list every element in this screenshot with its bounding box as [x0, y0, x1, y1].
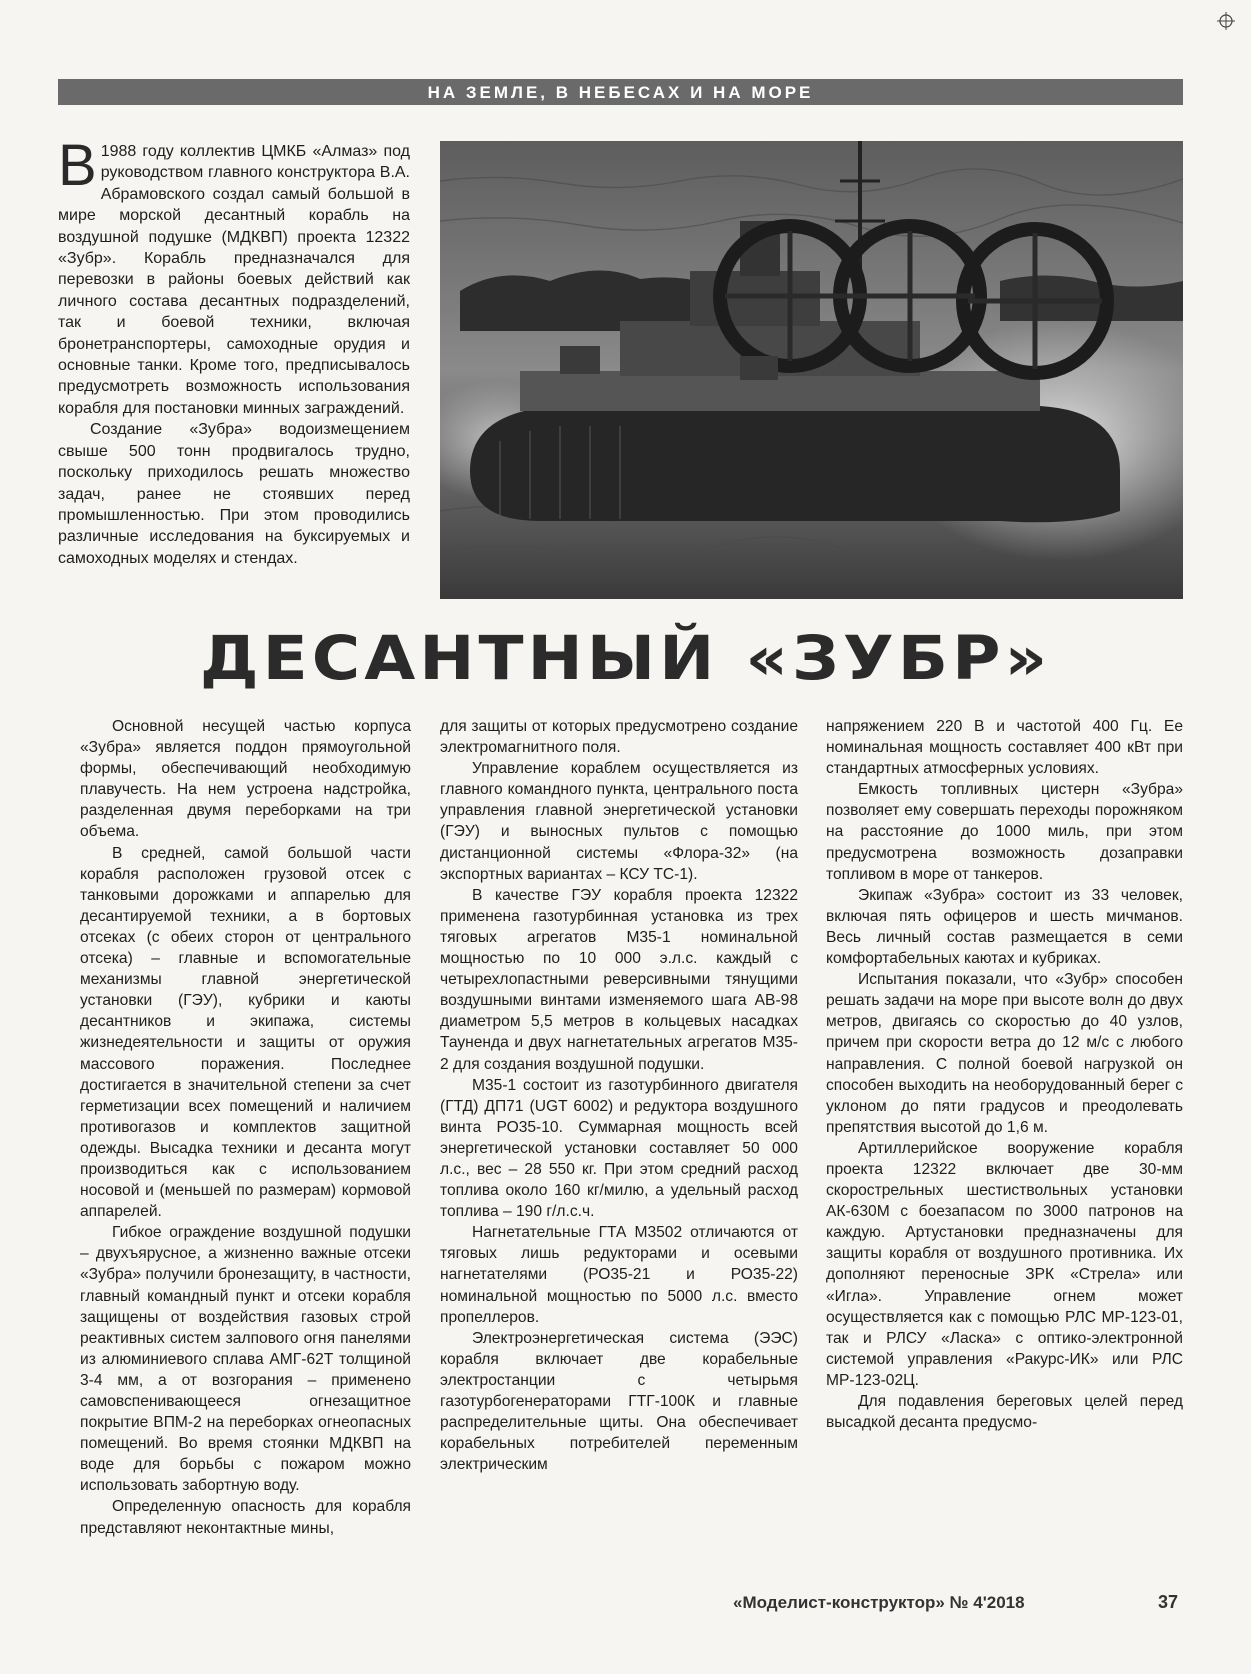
- text-column-1: [80, 716, 411, 1539]
- col2-continuation: для защиты от которых предусмотрено создание электромагнитного поля.: [440, 718, 798, 757]
- text-column-3: [826, 716, 1183, 1433]
- col1-paragraph-4: Определенную опасность для корабля представляют неконтактные мины,: [80, 1498, 411, 1537]
- col3-paragraph-5: Для подавления береговых целей перед высадкой десанта предусмо-: [826, 1393, 1183, 1432]
- col1-paragraph-3: Гибкое ограждение воздушной подушки – двухъярусное, а жизненно важные отсеки «Зубра» получили бронезащиту, в частности, главный командный пункт и отсеки корабля защищены от воздействия газовых строй реактивных систем залпового огня панелями из алюминиевого сплава АМГ-62Т толщиной 3-4 мм, а от возгорания – применено самовспенивающееся огнезащитное покрытие ВПМ-2 на переборках огнеопасных помещений. Во время стоянки МДКВП на воде для борьбы с пожаром можно использовать забортную воду.: [80, 1224, 411, 1495]
- col3-paragraph-4: Артиллерийское вооружение корабля проекта 12322 включает две 30-мм скорострельных шестиствольных установки АК-630М с боезапасом по 3000 патронов на каждую. Артустановки предназначены для защиты корабля от воздушного противника. Их дополняют переносные ЗРК «Стрела» или «Игла». Управление огнем может осуществляется как с помощью РЛС МР-123-01, так и РЛСУ «Ласка» с оптико-электронной системой управления «Ракурс-ИК» или РЛС МР-123-02Ц.: [826, 1139, 1183, 1389]
- hovercraft-photo: [440, 141, 1183, 599]
- drop-cap: В: [58, 133, 97, 198]
- intro-text: [58, 133, 410, 569]
- page-number: 37: [1158, 1592, 1179, 1612]
- col2-paragraph-1: Управление кораблем осуществляется из главного командного пункта, центрального поста управления главной энергетической установки (ГЭУ) и выносных пультов с помощью дистанционной системы «Флора-32» (на экспортных вариантах – КСУ ТС-1).: [440, 760, 798, 883]
- text-column-2: [440, 716, 798, 1475]
- col2-paragraph-4: Нагнетательные ГТА М3502 отличаются от тяговых лишь редукторами и осевыми нагнетателями (РО35-21 и РО35-22) номинальной мощностью по 5000 л.с. вместо пропеллеров.: [440, 1224, 798, 1326]
- col3-paragraph-1: Емкость топливных цистерн «Зубра» позволяет ему совершать переходы порожняком на расстояние до 1000 миль, при этом предусмотрена возможность дозаправки топливом в море от танкеров.: [826, 781, 1183, 883]
- col1-paragraph-1: Основной несущей частью корпуса «Зубра» является поддон прямоугольной формы, обеспечивающий необходимую плавучесть. На нем устроена надстройка, разделенная двумя переборками на три объема.: [80, 718, 411, 841]
- col2-paragraph-3: М35-1 состоит из газотурбинного двигателя (ГТД) ДП71 (UGT 6002) и редуктора воздушного винта РО35-10. Суммарная мощность всей энергетической установки составляет 50 000 л.с., вес – 28 550 кг. При этом средний расход топлива около 160 кг/милю, а удельный расход топлива – 190 г/л.с.ч.: [440, 1076, 798, 1221]
- magazine-footer: «Моделист-конструктор» № 4'2018: [733, 1593, 1025, 1612]
- intro-paragraph-1: 1988 году коллектив ЦМКБ «Алмаз» под руководством главного конструктора В.А. Абрамовского создал самый большой в мире морской десантный корабль на воздушной подушке (МДКВП) проекта 12322 «Зубр». Корабль предназначался для перевозки в районы боевых действий как личного состава десантных подразделений, так и боевой техники, включая бронетранспортеры, самоходные орудия и основные танки. Кроме того, предписывалось предусмотреть возможность использования корабля для постановки минных заграждений.: [58, 143, 410, 417]
- col2-paragraph-2: В качестве ГЭУ корабля проекта 12322 применена газотурбинная установка из трех тяговых агрегатов М35-1 номинальной мощностью по 10 000 э.л.с. каждый с четырехлопастными реверсивными тянущими воздушными винтами изменяемого шага АВ-98 диаметром 5,5 метров в кольцевых насадках Тауненда и двух нагнетательных агрегатов М35-2 для создания воздушной подушки.: [440, 886, 798, 1073]
- section-rubric: НА ЗЕМЛЕ, В НЕБЕСАХ И НА МОРЕ: [58, 79, 1183, 105]
- article-title: ДЕСАНТНЫЙ «ЗУБР»: [199, 623, 1052, 694]
- registration-mark-icon: [1217, 12, 1235, 30]
- intro-paragraph: [58, 133, 410, 419]
- intro-paragraph-2: Создание «Зубра» водоизмещением свыше 500 тонн продвигалось трудно, поскольку приходилось решать множество задач, ранее не стоявших перед промышленностью. При этом проводились различные исследования на буксируемых и самоходных моделях и стендах.: [58, 421, 410, 567]
- col1-paragraph-2: В средней, самой большой части корабля расположен грузовой отсек с танковыми дорожками и аппарелью для десантируемой техники, а в бортовых отсеках (с обеих сторон от центрального отсека) – главные и вспомогательные механизмы главной энергетической установки (ГЭУ), кубрики и каюты десантников и экипажа, системы жизнедеятельности и защиты от оружия массового поражения. Последнее достигается в значительной степени за счет герметизации всех помещений и наличием противогазов и комплектов защитной одежды. Высадка техники и десанта могут производиться как с использованием носовой и (меньшей по размерам) кормовой аппарелей.: [80, 844, 411, 1221]
- col3-paragraph-2: Экипаж «Зубра» состоит из 33 человек, включая пять офицеров и шесть мичманов. Весь личный состав размещается в семи комфортабельных каютах и кубриках.: [826, 886, 1183, 968]
- hovercraft-illustration: [440, 141, 1183, 599]
- col2-paragraph-5: Электроэнергетическая система (ЭЭС) корабля включает две корабельные электростанции с четырьмя газотурбогенераторами ГТГ-100К и главные распределительные щиты. Она обеспечивает корабельных потребителей переменным электрическим: [440, 1329, 798, 1474]
- col3-continuation: напряжением 220 В и частотой 400 Гц. Ее номинальная мощность составляет 400 кВт при стандартных атмосферных условиях.: [826, 718, 1183, 778]
- col3-paragraph-3: Испытания показали, что «Зубр» способен решать задачи на море при высоте волн до двух метров, двигаясь со скоростью до 40 узлов, причем при скорости ветра до 12 м/с с любого направления. С полной боевой нагрузкой он способен выходить на необорудованный берег с уклоном до пяти градусов и преодолевать препятствия высотой до 1,6 м.: [826, 971, 1183, 1136]
